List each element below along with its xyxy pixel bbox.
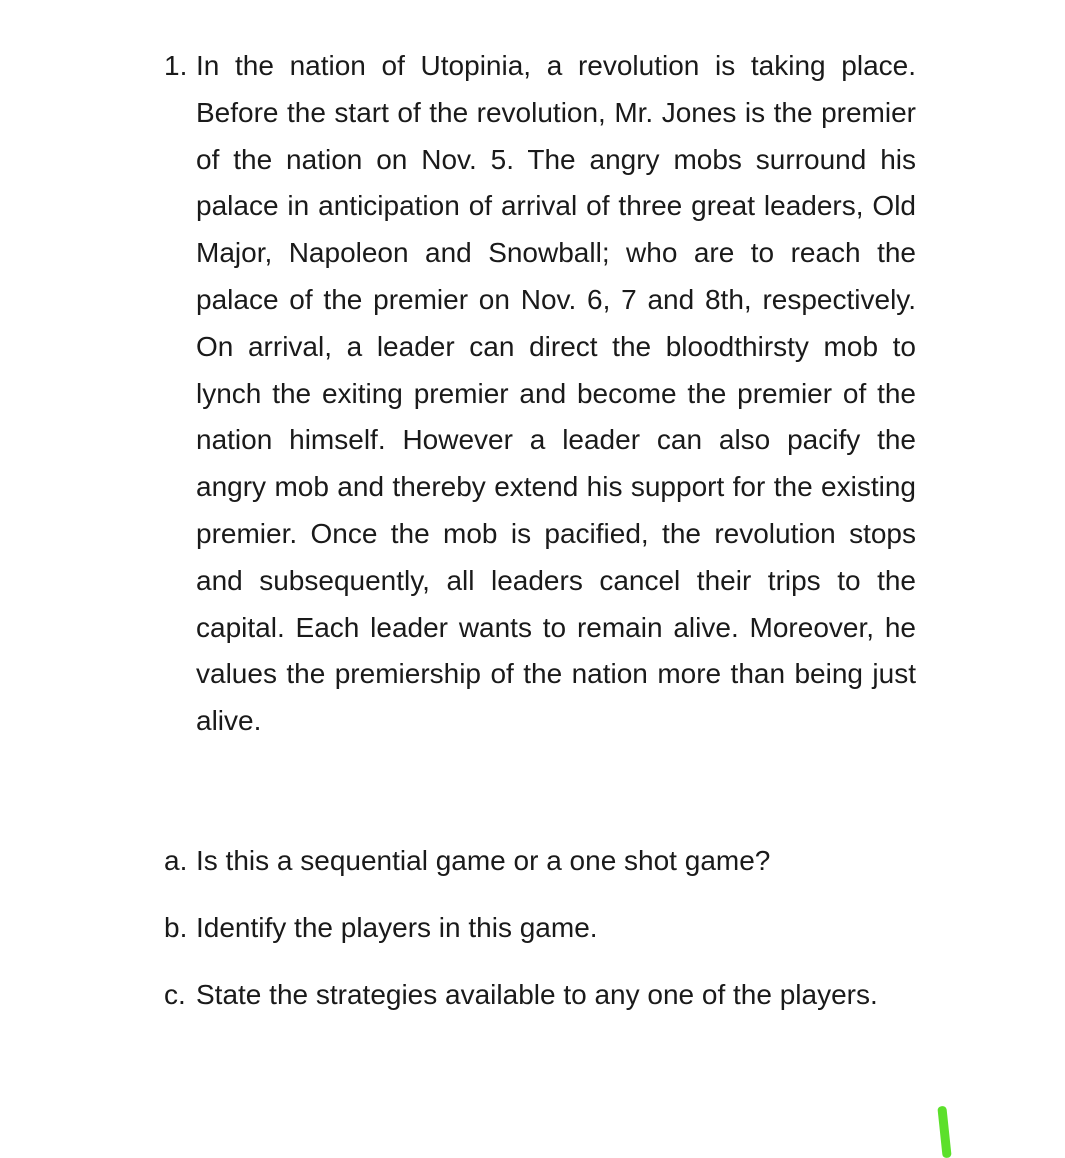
subquestion-b [164,905,916,952]
subquestion-marker: c. [164,979,186,1010]
subquestion-text: State the strategies available to any one of the players. [196,979,878,1010]
subquestion-marker: a. [164,845,188,876]
subquestion-a [164,838,916,885]
green-pen-mark [937,1106,951,1158]
subquestion-text: Is this a sequential game or a one shot game? [196,845,771,876]
subquestion-marker: b. [164,912,188,943]
subquestion-text: Identify the players in this game. [196,912,598,943]
question-text: In the nation of Utopinia, a revolution is taking place. Before the start of the revolution, Mr. Jones is the premier of the nation on Nov. 5. The angry mobs surround his palace in anticipation of arrival of three great leaders, Old Major, Napoleon and Snowball; who are to reach the palace of the premier on Nov. 6, 7 and 8th, respectively. On arrival, a leader can direct the bloodthirsty mob to lynch the exiting premier and become the premier of the nation himself. However a leader can also pacify the angry mob and thereby extend his support for the existing premier. Once the mob is pacified, the revolution stops and subsequently, all leaders cancel their trips to the capital. Each leader wants to remain alive. Moreover, he values the premiership of the nation more than being just alive. [196,50,916,737]
question-1 [164,43,916,745]
subquestion-c [164,972,916,1019]
question-number: 1. [164,50,188,81]
